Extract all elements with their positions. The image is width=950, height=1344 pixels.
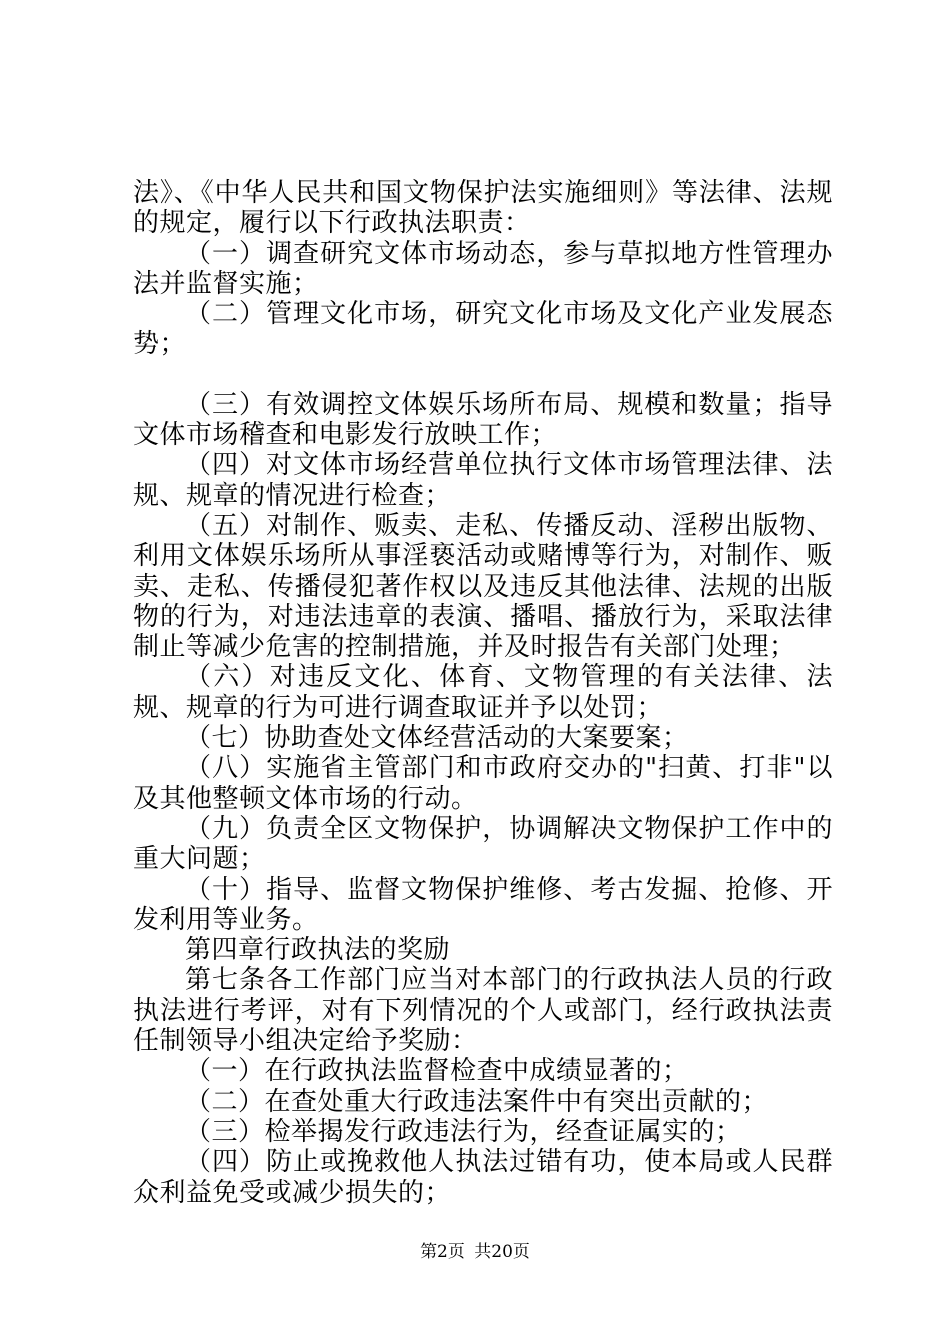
paragraph: 第七条各工作部门应当对本部门的行政执法人员的行政执法进行考评，对有下列情况的个人或部门，经行政执法责任制领导小组决定给予奖励： <box>133 965 833 1057</box>
paragraph: （四）对文体市场经营单位执行文体市场管理法律、法规、规章的情况进行检查； <box>133 450 833 511</box>
blank-line <box>133 360 833 390</box>
paragraph: （六）对违反文化、体育、文物管理的有关法律、法规、规章的行为可进行调查取证并予以处罚； <box>133 662 833 723</box>
document-body <box>133 178 833 1208</box>
paragraph: （三）有效调控文体娱乐场所布局、规模和数量；指导文体市场稽查和电影发行放映工作； <box>133 389 833 451</box>
page-number: 第2页 <box>420 1242 465 1262</box>
paragraph: 法》、《中华人民共和国文物保护法实施细则》等法律、法规的规定，履行以下行政执法职责： <box>133 178 833 239</box>
paragraph: （七）协助查处文体经营活动的大案要案； <box>185 723 689 754</box>
paragraph: （一）在行政执法监督检查中成绩显著的； <box>185 1056 689 1087</box>
paragraph: （九）负责全区文物保护，协调解决文物保护工作中的重大问题； <box>133 813 833 875</box>
page-total: 共20页 <box>474 1242 530 1262</box>
paragraph: （八）实施省主管部门和市政府交办的"扫黄、打非"以及其他整顿文体市场的行动。 <box>133 753 833 814</box>
paragraph: （一）调查研究文体市场动态，参与草拟地方性管理办法并监督实施； <box>133 238 833 299</box>
paragraph: （五）对制作、贩卖、走私、传播反动、淫秽出版物、利用文体娱乐场所从事淫亵活动或赌博等行为，对制作、贩卖、走私、传播侵犯著作权以及违反其他法律、法规的出版物的行为，对违法违章的表演、播唱、播放行为，采取法律制止等减少危害的控制措施，并及时报告有关部门处理； <box>133 510 833 663</box>
paragraph: （四）防止或挽救他人执法过错有功，使本局或人民群众利益免受或减少损失的； <box>133 1147 833 1208</box>
page-footer <box>0 1242 950 1262</box>
section-heading: 第四章行政执法的奖励 <box>185 935 451 966</box>
paragraph: （二）管理文化市场，研究文化市场及文化产业发展态势； <box>133 299 833 360</box>
paragraph: （三）检举揭发行政违法行为，经查证属实的； <box>185 1116 742 1147</box>
paragraph: （十）指导、监督文物保护维修、考古发掘、抢修、开发利用等业务。 <box>133 874 833 935</box>
paragraph: （二）在查处重大行政违法案件中有突出贡献的； <box>185 1086 769 1117</box>
